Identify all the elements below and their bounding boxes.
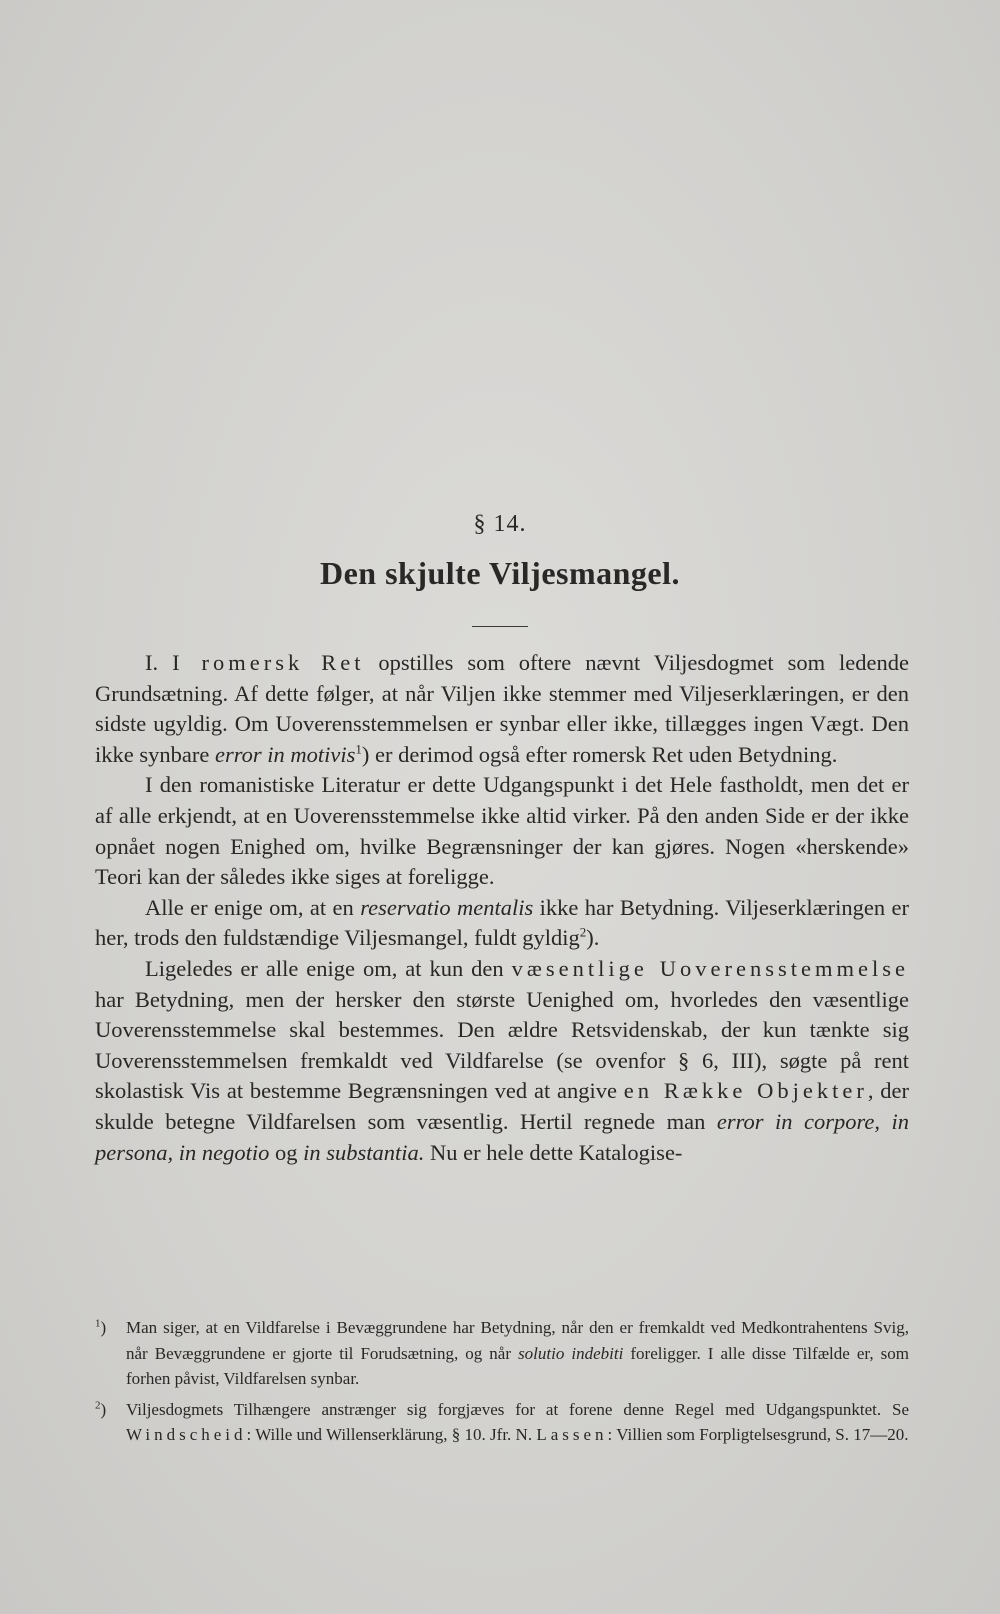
paragraph-3 <box>95 893 909 954</box>
paragraph-1 <box>95 648 909 770</box>
text-run: har Betydning, men der hersker den største Uenighed om, hvorledes den væsentlige Uoverensstemmelse skal bestemmes. Den ældre Retsvidenskab, der kun tænkte sig Uoverensstemmelsen fremkaldt ved Vildfarelse (se ovenfor § 6, III), søgte på rent skolastisk Vis at bestemme Begrænsningen ved at angive <box>95 986 909 1104</box>
spaced-emphasis: Lassen <box>536 1425 608 1444</box>
body-text <box>95 648 909 1168</box>
italic-term: error in motivis <box>214 741 356 767</box>
text-run: foreligger. I alle disse Tilfælde er, som forhen påvist, Vildfarelsen synbar. <box>126 1343 910 1388</box>
title-divider <box>472 626 528 627</box>
footnote-ref-2: 2 <box>579 924 587 940</box>
spaced-emphasis: I romersk Ret <box>172 650 365 675</box>
footnote-ref-1: 1 <box>355 741 362 757</box>
footnote-2 <box>95 1397 909 1448</box>
italic-term: in substantia. <box>303 1139 425 1165</box>
italic-term: error in corpore, in persona, in negotio <box>95 1108 909 1165</box>
paragraph-4 <box>95 954 909 1168</box>
paragraph-2: I den romanistiske Literatur er dette Udgangspunkt i det Hele fastholdt, men det er af alle erkjendt, at en Uoverensstemmelse ikke altid virker. På den anden Side er der ikke opnået nogen Enighed om, hvilke Begrænsninger der kan gjøres. Nogen «herskende» Teori kan der således ikke siges at foreligge. <box>95 772 909 890</box>
paragraph-number: I. <box>145 650 159 675</box>
spaced-emphasis: Windscheid <box>126 1425 247 1444</box>
text-run: : Wille und Willenserklärung, § 10. Jfr. N. <box>246 1425 537 1444</box>
text-run: og <box>269 1139 304 1165</box>
footnote-mark: $^1$) <box>95 1317 107 1337</box>
footnotes <box>95 1315 909 1448</box>
footnote-mark: $^2$) <box>95 1398 107 1419</box>
spaced-emphasis: væsentlige Uoverensstemmelse <box>511 955 909 981</box>
footnote-1 <box>95 1315 909 1392</box>
text-run: Ligeledes er alle enige om, at kun den <box>145 955 512 981</box>
text-run: ). <box>586 925 600 951</box>
text-run: : Villien som Forpligtelsesgrund, S. 17—20. <box>607 1425 909 1444</box>
text-run: ikke har Betydning. Viljeserklæringen er her, trods den fuldstændige Viljesmangel, fuldt gyldig <box>95 894 909 951</box>
text-run: Viljesdogmets Tilhængere anstrænger sig forgjæves for at forene denne Regel med Udgangspunktet. Se <box>126 1399 909 1419</box>
text-run: , der skulde betegne Vildfarelsen som væsentlig. Hertil regnede man <box>95 1078 909 1134</box>
text-run: Alle er enige om, at en <box>145 894 361 920</box>
text-run: Nu er hele dette Katalogise- <box>424 1139 683 1165</box>
chapter-title: Den skjulte Viljesmangel. <box>319 555 681 591</box>
italic-term: solutio indebiti <box>518 1343 624 1363</box>
text-run: opstilles som oftere nævnt Viljesdogmet som ledende Grundsætning. Af dette følger, at når Viljen ikke stemmer med Viljeserklæringen, er den sidste ugyldig. Om Uoverensstemmelsen er synbar eller ikke, tillægges ingen Vægt. Den ikke synbare <box>95 650 910 767</box>
text-run: Man siger, at en Vildfarelse i Bevæggrundene har Betydning, når den er fremkaldt ved Medkontrahentens Svig, når Bevæggrundene er gjorte til Forudsætning, og når <box>126 1318 909 1363</box>
text-run: ) er derimod også efter romersk Ret uden Betydning. <box>361 741 838 767</box>
italic-term: reservatio mentalis <box>360 894 534 920</box>
spaced-emphasis: en Række Objekter <box>623 1078 868 1104</box>
section-number: § 14. <box>473 511 527 537</box>
